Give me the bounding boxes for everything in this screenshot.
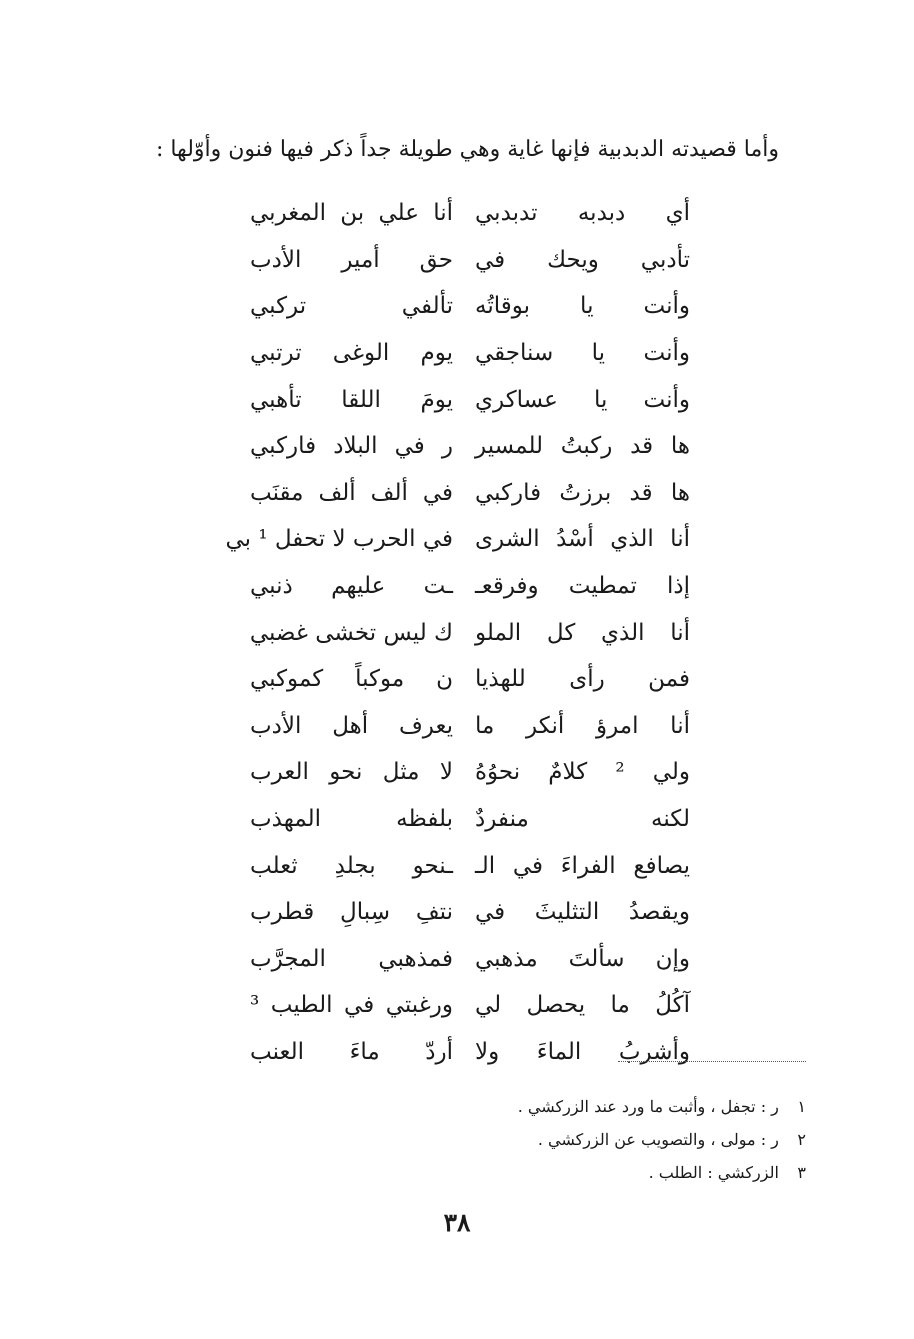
- verse-second-hemistich: فمذهبي المجرَّب: [250, 945, 453, 972]
- verse-first-hemistich: يصافع الفراءَ في الـ: [475, 852, 690, 879]
- verse-line: [250, 609, 690, 656]
- verse-first-hemistich: وأنت يا سناجقي: [475, 340, 690, 367]
- verse-second-hemistich: بلفظه المهذب: [250, 806, 453, 833]
- verse-first-hemistich: لكنه منفردٌ: [475, 806, 690, 833]
- verse-line: [250, 703, 690, 750]
- verse-first-hemistich: ها قد برزتُ فاركبي: [475, 479, 690, 506]
- footnote-divider: [618, 1061, 806, 1062]
- verse-first-hemistich: وأشربُ الماءَ ولا: [475, 1038, 690, 1065]
- footnote-number: ١: [797, 1097, 806, 1116]
- verse-second-hemistich: ـنحو بجلدِ ثعلب: [250, 852, 453, 879]
- footnote-item: [406, 1156, 806, 1189]
- verse-first-hemistich: ويقصدُ التثليثَ في: [475, 899, 690, 926]
- verse-second-hemistich: ـت عليهم ذنبي: [250, 573, 453, 600]
- verse-line: [250, 237, 690, 284]
- verse-line: [250, 423, 690, 470]
- verse-first-hemistich: وأنت يا عساكري: [475, 386, 690, 413]
- verse-second-hemistich: نتفِ سِبالِ قطرب: [250, 899, 453, 926]
- verse-line: [250, 1029, 690, 1076]
- verse-line: [250, 936, 690, 983]
- verse-line: [250, 190, 690, 237]
- verse-line: [250, 982, 690, 1029]
- verse-first-hemistich: إذا تمطيت وفرقعـ: [475, 573, 690, 600]
- verse-first-hemistich: تأدبي ويحك في: [475, 246, 690, 273]
- verse-line: [250, 470, 690, 517]
- verse-first-hemistich: ها قد ركبتُ للمسير: [475, 433, 690, 460]
- verse-second-hemistich: تألفي تركبي: [250, 293, 453, 320]
- footnotes: [406, 1090, 806, 1189]
- verse-second-hemistich: يوم الوغى ترتبي: [250, 340, 453, 367]
- page-number: ٣٨: [443, 1208, 471, 1237]
- verse-line: [250, 376, 690, 423]
- verse-line: [250, 889, 690, 936]
- verse-second-hemistich: لا مثل نحو العرب: [250, 759, 453, 786]
- verse-second-hemistich: ورغبتي في الطيب ³: [250, 992, 453, 1019]
- verse-first-hemistich: أنا الذي كل الملو: [475, 619, 690, 646]
- verse-second-hemistich: ر في البلاد فاركبي: [250, 433, 453, 460]
- verse-second-hemistich: حق أمير الأدب: [250, 246, 453, 273]
- verse-second-hemistich: أنا علي بن المغربي: [250, 200, 453, 227]
- footnote-text: ر : مولى ، والتصويب عن الزركشي .: [537, 1130, 779, 1149]
- verse-first-hemistich: آكُلُ ما يحصل لي: [475, 992, 690, 1019]
- footnote-item: [406, 1123, 806, 1156]
- verse-second-hemistich: في الحرب لا تحفل ¹ بي: [225, 526, 453, 553]
- intro-line: وأما قصيدته الدبدبية فإنها غاية وهي طويلة جداً ذكر فيها فنون وأوّلها :: [155, 137, 779, 162]
- verse-first-hemistich: ولي ² كلامٌ نحوُهُ: [475, 759, 690, 786]
- verse-second-hemistich: في ألف ألف مقنَب: [250, 479, 453, 506]
- verse-first-hemistich: أنا الذي أسْدُ الشرى: [475, 526, 690, 553]
- verse-second-hemistich: ك ليس تخشى غضبي: [249, 619, 453, 646]
- footnote-item: [406, 1090, 806, 1123]
- footnote-text: الزركشي : الطلب .: [648, 1163, 779, 1182]
- footnote-number: ٣: [797, 1163, 806, 1182]
- verse-second-hemistich: ن موكباً كموكبي: [250, 666, 453, 693]
- verse-line: [250, 563, 690, 610]
- poem: [225, 190, 690, 1075]
- verse-line: [250, 749, 690, 796]
- verse-line: [250, 283, 690, 330]
- verse-second-hemistich: أردّ ماءَ العنب: [250, 1038, 453, 1065]
- verse-first-hemistich: أنا امرؤ أنكر ما: [475, 712, 690, 739]
- verse-first-hemistich: أي دبدبه تدبدبي: [475, 200, 690, 227]
- footnote-text: ر : تجفل ، وأثبت ما ورد عند الزركشي .: [517, 1097, 779, 1116]
- verse-line: [250, 656, 690, 703]
- verse-line: [225, 516, 690, 563]
- verse-line: [250, 796, 690, 843]
- verse-second-hemistich: يومَ اللقا تأهبي: [250, 386, 453, 413]
- verse-first-hemistich: فمن رأى للهذيا: [475, 666, 690, 693]
- verse-second-hemistich: يعرف أهل الأدب: [250, 712, 453, 739]
- footnote-number: ٢: [797, 1130, 806, 1149]
- verse-first-hemistich: وإن سألتَ مذهبي: [475, 945, 690, 972]
- verse-line: [250, 330, 690, 377]
- verse-first-hemistich: وأنت يا بوقاتُه: [475, 293, 690, 320]
- verse-line: [250, 842, 690, 889]
